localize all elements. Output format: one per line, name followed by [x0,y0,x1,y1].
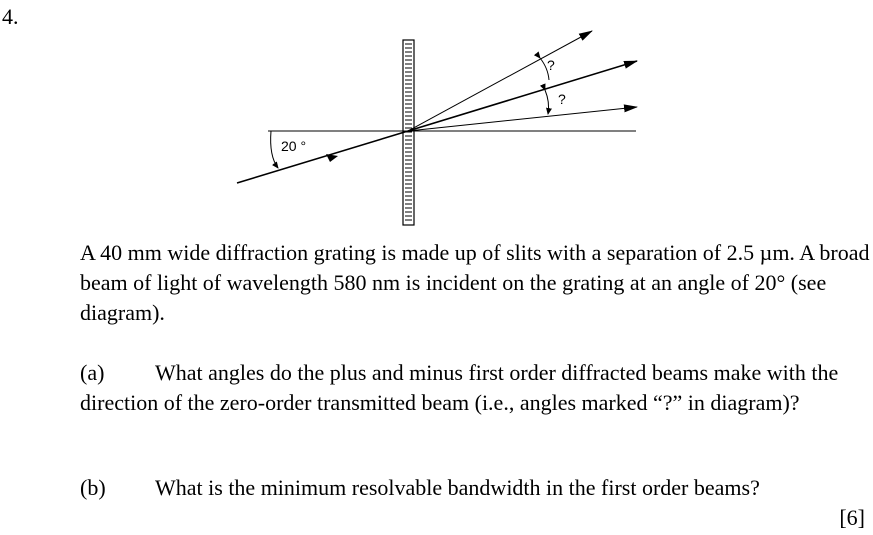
marks: [6] [839,505,865,530]
lower-angle-arc [545,90,549,114]
incident-beam [237,131,408,183]
part-b [80,473,870,503]
question-intro: A 40 mm wide diffraction grating is made up of slits with a separation of 2.5 µm. A broad beam of light of wavelength 580 nm is incident on the grating at an angle of 20° (see diagram). [80,240,870,325]
question-number: 4. [2,4,19,29]
part-a [80,358,870,418]
plus-first-order-beam [408,31,592,131]
incidence-angle-label: 20 ° [281,138,307,154]
part-b-label: (b) [80,475,106,500]
lower-angle-label: ? [558,91,566,107]
incident-arrowhead [326,154,338,162]
diffraction-grating-diagram [0,0,873,240]
part-a-text: What angles do the plus and minus first order diffracted beams make with the direction of the zero-order transmitted beam (i.e., angles marked “?” in diagram)? [80,360,839,415]
part-a-label: (a) [80,360,105,385]
incidence-angle-arc [271,131,278,168]
minus-first-order-beam [408,107,637,131]
upper-angle-label: ? [547,57,555,73]
zero-order-beam [408,61,637,131]
part-b-text: What is the minimum resolvable bandwidth in the first order beams? [155,475,760,500]
